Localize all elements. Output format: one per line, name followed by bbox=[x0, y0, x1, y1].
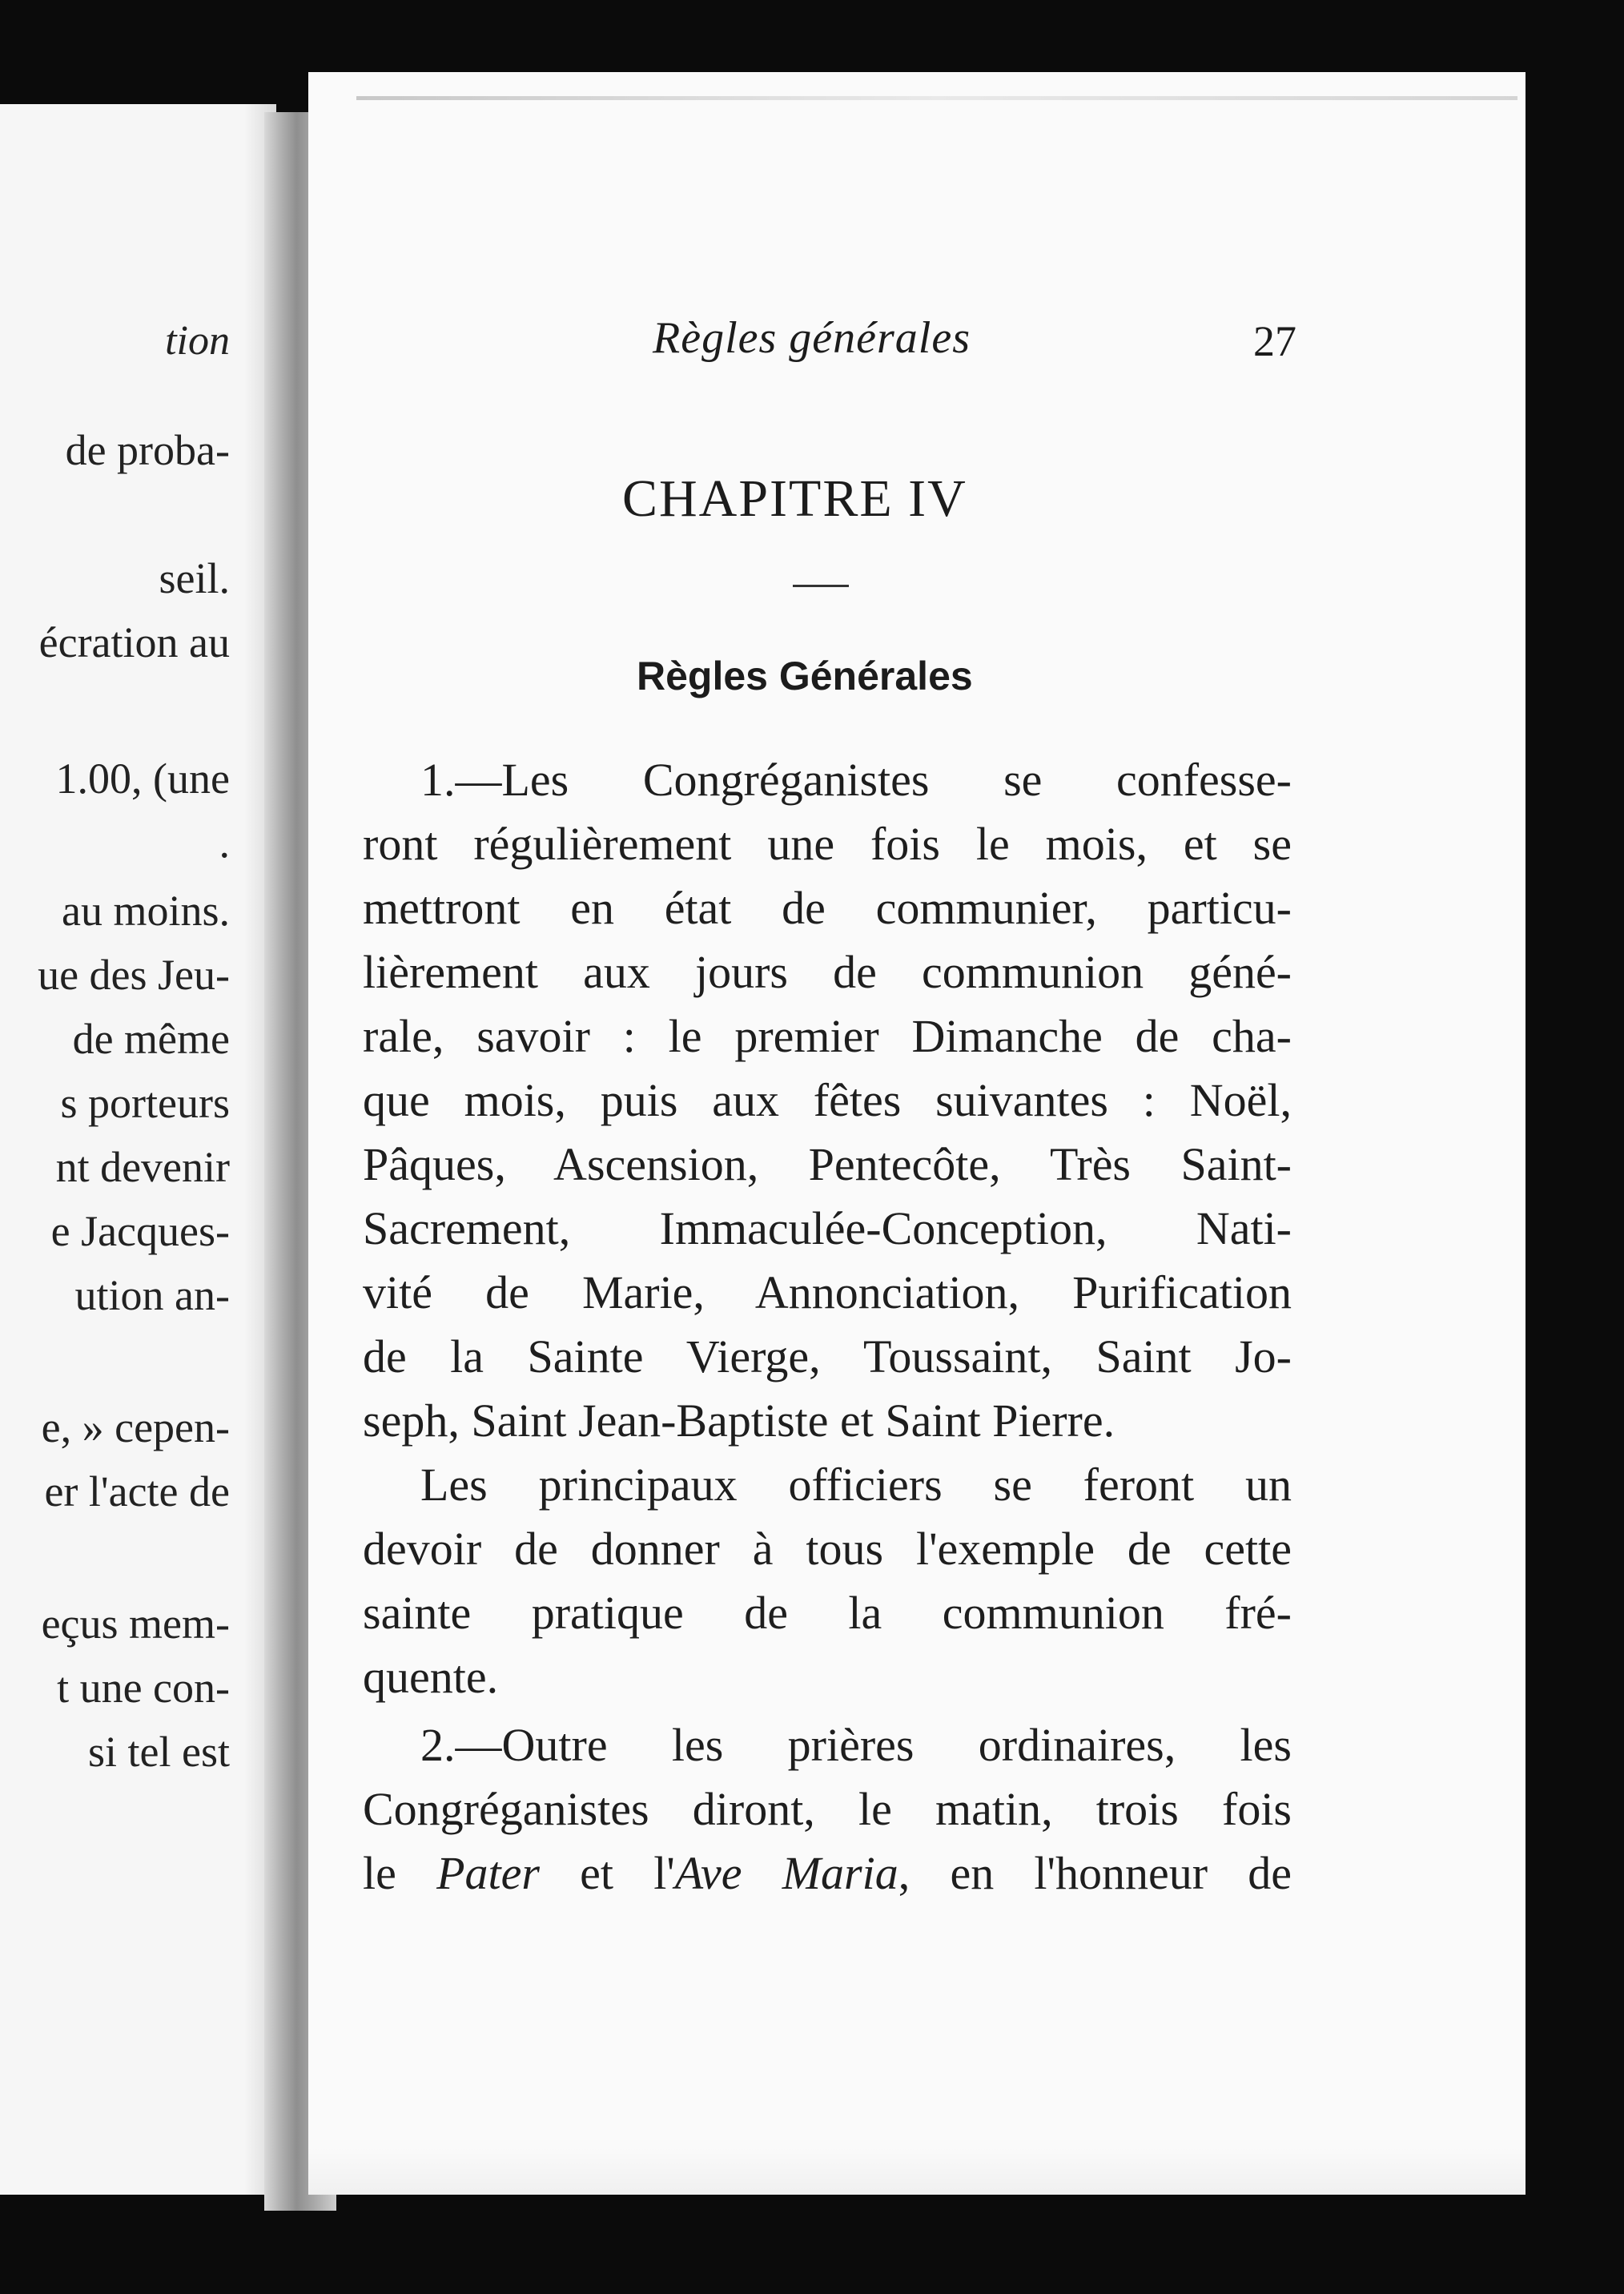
body-text-line: 1.—Les Congréganistes se confesse- bbox=[420, 754, 1292, 806]
body-text-line: quente. bbox=[363, 1651, 499, 1703]
left-text-line: s porteurs bbox=[60, 1079, 230, 1127]
left-text-line: de proba- bbox=[65, 426, 230, 474]
page-bottom-shade bbox=[308, 2147, 1526, 2195]
left-text-line: . bbox=[219, 819, 230, 867]
body-text-line: lièrement aux jours de communion géné- bbox=[363, 946, 1292, 998]
body-text-line: rale, savoir : le premier Dimanche de cha- bbox=[363, 1010, 1292, 1062]
left-page bbox=[0, 104, 276, 2195]
left-text-line: eçus mem- bbox=[41, 1600, 230, 1648]
page-number: 27 bbox=[1253, 317, 1296, 365]
body-text-line-final bbox=[363, 1847, 1292, 1899]
body-text-line: mettront en état de communier, particu- bbox=[363, 882, 1292, 934]
body-text-line: de la Sainte Vierge, Toussaint, Saint Jo- bbox=[363, 1330, 1292, 1382]
body-text-line: que mois, puis aux fêtes suivantes : Noël, bbox=[363, 1074, 1292, 1126]
body-text-line: devoir de donner à tous l'exemple de cette bbox=[363, 1523, 1292, 1575]
left-text-line: nt devenir bbox=[55, 1143, 230, 1191]
body-text-line: ront régulièrement une fois le mois, et se bbox=[363, 818, 1292, 870]
body-text-line: Les principaux officiers se feront un bbox=[420, 1459, 1292, 1511]
body-text-line: vité de Marie, Annonciation, Purification bbox=[363, 1266, 1292, 1318]
page-top-edge bbox=[356, 96, 1517, 100]
right-page bbox=[308, 72, 1526, 2195]
body-text-line: sainte pratique de la communion fré- bbox=[363, 1587, 1292, 1639]
left-text-line: écration au bbox=[38, 618, 230, 666]
chapter-divider bbox=[793, 585, 849, 587]
body-text-line: Sacrement, Immaculée-Conception, Nati- bbox=[363, 1202, 1292, 1254]
italic-pater: Pater bbox=[436, 1847, 540, 1899]
left-text-line: t une con- bbox=[57, 1664, 230, 1712]
text-run: le bbox=[363, 1847, 437, 1899]
chapter-heading: CHAPITRE IV bbox=[622, 469, 967, 528]
body-text-line: Congréganistes diront, le matin, trois fois bbox=[363, 1783, 1292, 1835]
body-text-line: seph, Saint Jean-Baptiste et Saint Pierre. bbox=[363, 1395, 1115, 1447]
left-text-line: e Jacques- bbox=[50, 1207, 230, 1255]
left-text-line: 1.00, (une bbox=[55, 755, 230, 803]
left-running-title: tion bbox=[165, 318, 230, 364]
italic-ave-maria: Ave Maria bbox=[674, 1847, 898, 1899]
left-text-line: er l'acte de bbox=[44, 1467, 230, 1515]
text-run: , en l'honneur de bbox=[898, 1847, 1292, 1899]
left-text-line: ution an- bbox=[74, 1271, 230, 1319]
left-text-line: ue des Jeu- bbox=[38, 951, 230, 999]
body-text-line: Pâques, Ascension, Pentecôte, Très Saint- bbox=[363, 1138, 1292, 1190]
running-title: Règles générales bbox=[653, 313, 971, 363]
left-text-line: seil. bbox=[159, 554, 230, 602]
left-text-line: au moins. bbox=[62, 887, 230, 935]
left-text-line: de même bbox=[72, 1015, 230, 1063]
text-run: et l' bbox=[539, 1847, 675, 1899]
body-text-line: 2.—Outre les prières ordinaires, les bbox=[420, 1719, 1292, 1771]
left-text-line: e, » cepen- bbox=[41, 1403, 230, 1451]
left-text-line: si tel est bbox=[88, 1728, 230, 1776]
section-title: Règles Générales bbox=[637, 654, 973, 698]
